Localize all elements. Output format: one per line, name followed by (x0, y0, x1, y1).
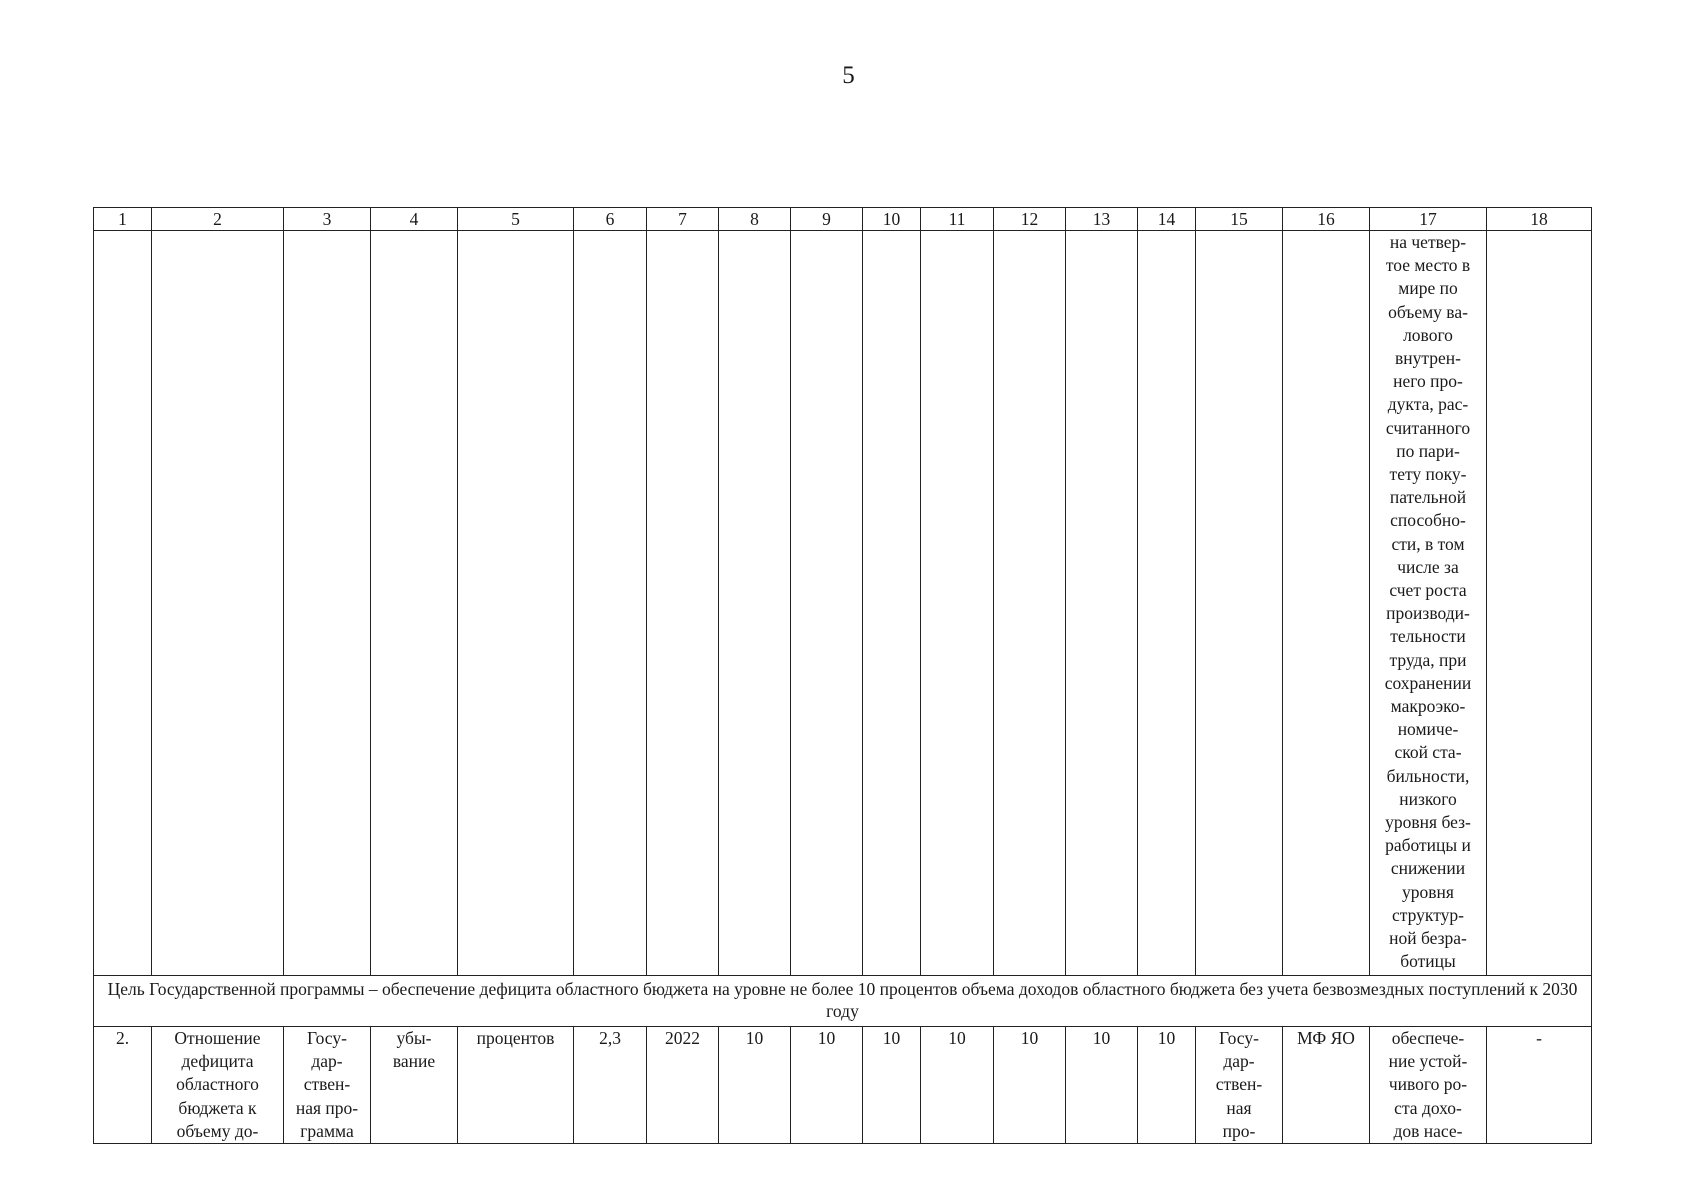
table-cell (994, 231, 1066, 976)
column-number: 4 (371, 208, 458, 231)
base-year: 2022 (647, 1027, 719, 1144)
goal-row (94, 976, 1592, 1027)
year-value: 10 (863, 1027, 921, 1144)
table-cell (719, 231, 791, 976)
page-number: 5 (842, 62, 855, 89)
column-number: 16 (1283, 208, 1370, 231)
year-value: 10 (921, 1027, 994, 1144)
table-cell (921, 231, 994, 976)
column-number: 10 (863, 208, 921, 231)
table-cell (152, 231, 284, 976)
column-numbers-row (94, 208, 1592, 231)
table-cell (1196, 231, 1283, 976)
link-to-goal: обеспече- ние устой- чивого ро- ста дохо- дов насе- (1370, 1027, 1487, 1144)
table-cell (1487, 231, 1592, 976)
column-number: 5 (458, 208, 574, 231)
column-number: 17 (1370, 208, 1487, 231)
table-cell-result: на четвер- тое место в мире по объему ва- лового внутрен- него про- дукта, рас- считанного по пари- тету поку- пательной способно- сти, в том числе за счет роста производи- тельности труда, при сохранении макроэко- номиче- ской ста- бильности, низкого уровня без- работицы и снижении уровня структур- ной безра- ботицы (1370, 231, 1487, 976)
year-value: 10 (1138, 1027, 1196, 1144)
table-cell (574, 231, 647, 976)
column-number: 9 (791, 208, 863, 231)
column-number: 12 (994, 208, 1066, 231)
column-number: 2 (152, 208, 284, 231)
table-cell (1283, 231, 1370, 976)
column-number: 13 (1066, 208, 1138, 231)
year-value: 10 (719, 1027, 791, 1144)
indicator-unit: процентов (458, 1027, 574, 1144)
base-value: 2,3 (574, 1027, 647, 1144)
indicator-trend: убы- вание (371, 1027, 458, 1144)
table-cell (371, 231, 458, 976)
year-value: 10 (791, 1027, 863, 1144)
document: Госу- дар- ствен- ная про- (1196, 1027, 1283, 1144)
column-number: 6 (574, 208, 647, 231)
table-cell (284, 231, 371, 976)
indicator-name: Отношение дефицита областного бюджета к объему до- (152, 1027, 284, 1144)
responsible: МФ ЯО (1283, 1027, 1370, 1144)
indicator-level: Госу- дар- ствен- ная про- грамма (284, 1027, 371, 1144)
column-number: 11 (921, 208, 994, 231)
row-number: 2. (94, 1027, 152, 1144)
column-number: 18 (1487, 208, 1592, 231)
table-cell (647, 231, 719, 976)
column-number: 8 (719, 208, 791, 231)
table-cell (791, 231, 863, 976)
column-number: 7 (647, 208, 719, 231)
year-value: 10 (994, 1027, 1066, 1144)
goal-text: Цель Государственной программы – обеспечение дефицита областного бюджета на уровне не более 10 процентов объема доходов областного бюджета без учета безвозмездных поступлений к 2030 году (94, 976, 1592, 1027)
column-number: 1 (94, 208, 152, 231)
info-system: - (1487, 1027, 1592, 1144)
year-value: 10 (1066, 1027, 1138, 1144)
table-cell (458, 231, 574, 976)
table-cell (863, 231, 921, 976)
table-cell (1138, 231, 1196, 976)
column-number: 15 (1196, 208, 1283, 231)
table-cell (1066, 231, 1138, 976)
table-cell (94, 231, 152, 976)
column-number: 3 (284, 208, 371, 231)
table-row-continuation (94, 231, 1592, 976)
indicators-table (93, 207, 1592, 1144)
table-row-indicator-2 (94, 1027, 1592, 1144)
column-number: 14 (1138, 208, 1196, 231)
